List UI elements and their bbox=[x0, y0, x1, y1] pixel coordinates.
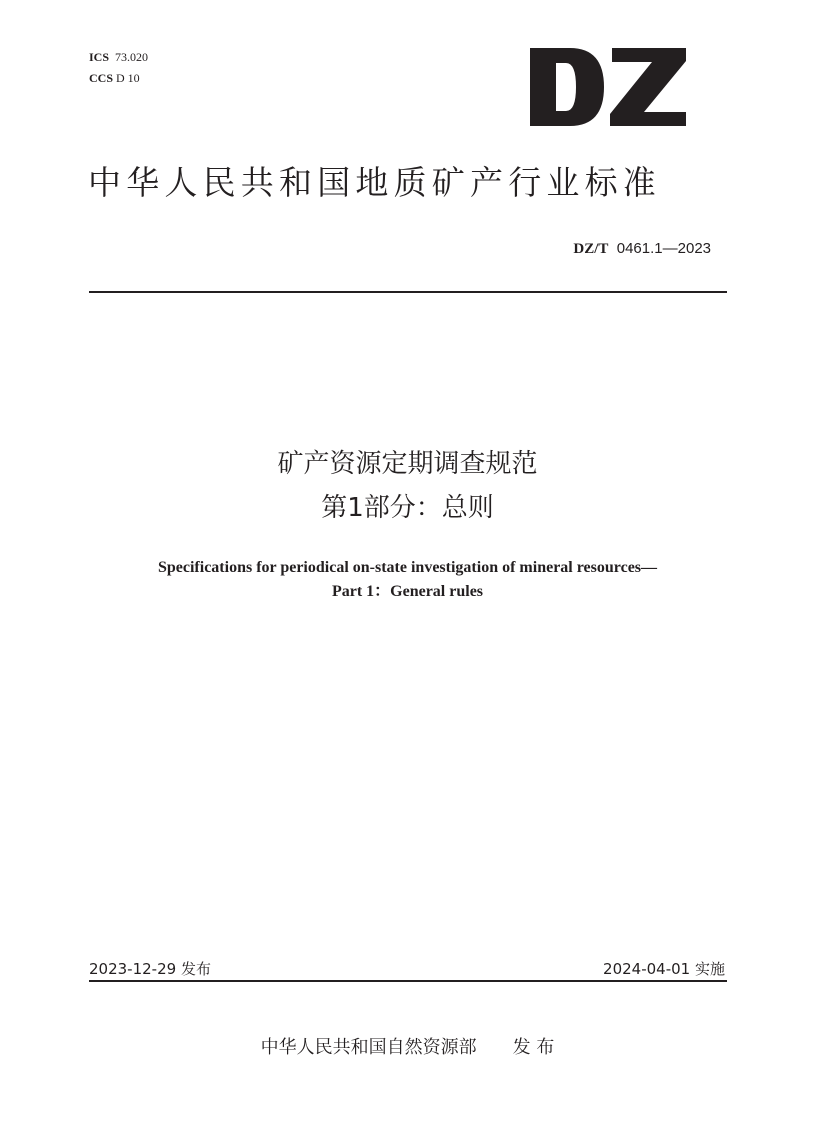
ccs-label: CCS bbox=[89, 71, 114, 85]
document-title-en: Specifications for periodical on-state investigation of mineral resources— bbox=[157, 559, 658, 576]
publisher-name: 中华人民共和国自然资源部 bbox=[260, 1037, 477, 1058]
standard-code-number: 0461.1—2023 bbox=[616, 240, 711, 257]
document-subtitle-cn: 第1部分：总则 bbox=[321, 493, 494, 523]
document-title-cn: 矿产资源定期调查规范 bbox=[277, 449, 538, 479]
implementation-date: 2024-04-01 实施 bbox=[603, 960, 725, 978]
document-subtitle-en: Part 1：General rules bbox=[331, 583, 484, 600]
ics-label: ICS bbox=[89, 50, 110, 64]
ics-classification bbox=[89, 50, 148, 64]
dz-logo bbox=[530, 48, 686, 126]
standard-code-prefix: DZ/T bbox=[573, 241, 609, 257]
footer-divider bbox=[89, 980, 727, 982]
standard-number bbox=[573, 240, 711, 258]
issue-date: 2023-12-29 发布 bbox=[89, 960, 211, 978]
ccs-value: D 10 bbox=[116, 71, 140, 85]
publisher-action: 发 布 bbox=[512, 1037, 555, 1058]
standard-category-title: 中华人民共和国地质矿产行业标准 bbox=[88, 163, 661, 202]
ics-value: 73.020 bbox=[115, 50, 149, 64]
ccs-classification bbox=[89, 71, 140, 85]
header-divider bbox=[89, 291, 727, 293]
publisher bbox=[0, 1033, 815, 1059]
